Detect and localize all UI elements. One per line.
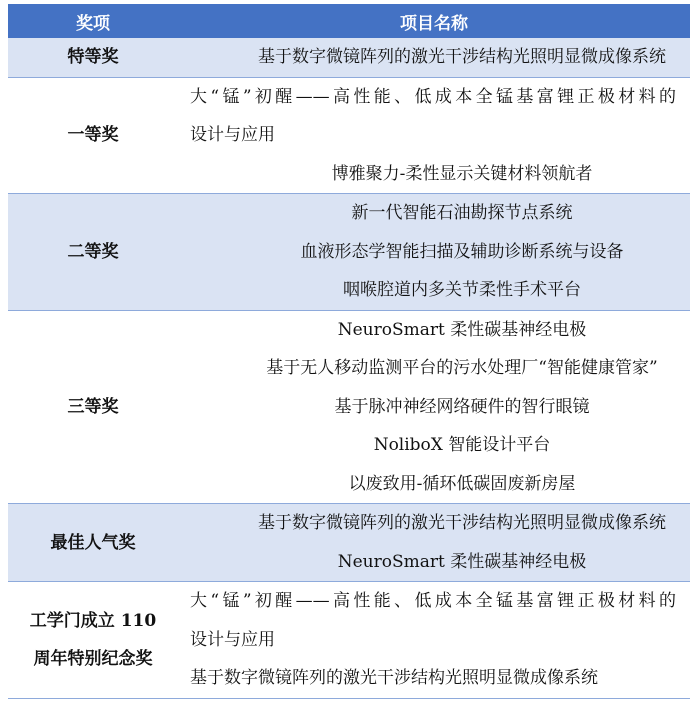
project-name-continued: 设计与应用 [190, 125, 275, 145]
project-name: NeuroSmart 柔性碳基神经电极 [337, 551, 587, 572]
project-name: 基于脉冲神经网络硬件的智行眼镜 [334, 396, 590, 417]
project-list [178, 194, 690, 311]
project-name: 血液形态学智能扫描及辅助诊断系统与设备 [300, 241, 624, 262]
project-name: 基于数字微镜阵列的激光干涉结构光照明显微成像系统 [258, 47, 666, 67]
table-header-row [8, 4, 690, 38]
project-name: NoliboX 智能设计平台 [373, 435, 551, 455]
project-name: 基于无人移动监测平台的污水处理厂“智能健康管家” [266, 358, 658, 378]
table-row [8, 310, 690, 504]
project-name: 基于数字微镜阵列的激光干涉结构光照明显微成像系统 [190, 668, 598, 688]
project-name: 大“锰”初醒——高性能、低成本全锰基富锂正极材料的 [190, 591, 676, 611]
project-name-continued: 设计与应用 [190, 629, 275, 650]
project-list [178, 582, 690, 699]
project-list [178, 38, 690, 77]
award-name: 特等奖 [8, 38, 178, 77]
award-name: 二等奖 [8, 194, 178, 311]
table-row [8, 504, 690, 582]
project-list [178, 310, 690, 504]
project-name: NeuroSmart 柔性碳基神经电极 [337, 319, 587, 340]
header-project-name: 项目名称 [178, 4, 690, 38]
project-name: 新一代智能石油勘探节点系统 [351, 203, 573, 223]
award-name [8, 582, 178, 699]
project-list [178, 77, 690, 194]
project-name: 基于数字微镜阵列的激光干涉结构光照明显微成像系统 [258, 513, 666, 533]
award-name: 最佳人气奖 [8, 504, 178, 582]
award-name: 一等奖 [8, 77, 178, 194]
header-award: 奖项 [8, 4, 178, 38]
project-name: 咽喉腔道内多关节柔性手术平台 [343, 280, 581, 300]
award-name-line2: 周年特别纪念奖 [33, 648, 153, 669]
project-list [178, 504, 690, 582]
award-name-line1: 工学门成立 110 [29, 610, 157, 631]
table-row [8, 582, 690, 699]
project-name: 博雅聚力-柔性显示关键材料领航者 [331, 163, 593, 184]
table-row [8, 77, 690, 194]
table-row [8, 194, 690, 311]
project-name: 大“锰”初醒——高性能、低成本全锰基富锂正极材料的 [190, 86, 676, 107]
table-row [8, 38, 690, 77]
awards-table [8, 4, 690, 699]
project-name: 以废致用-循环低碳固废新房屋 [348, 473, 576, 494]
award-name: 三等奖 [8, 310, 178, 504]
